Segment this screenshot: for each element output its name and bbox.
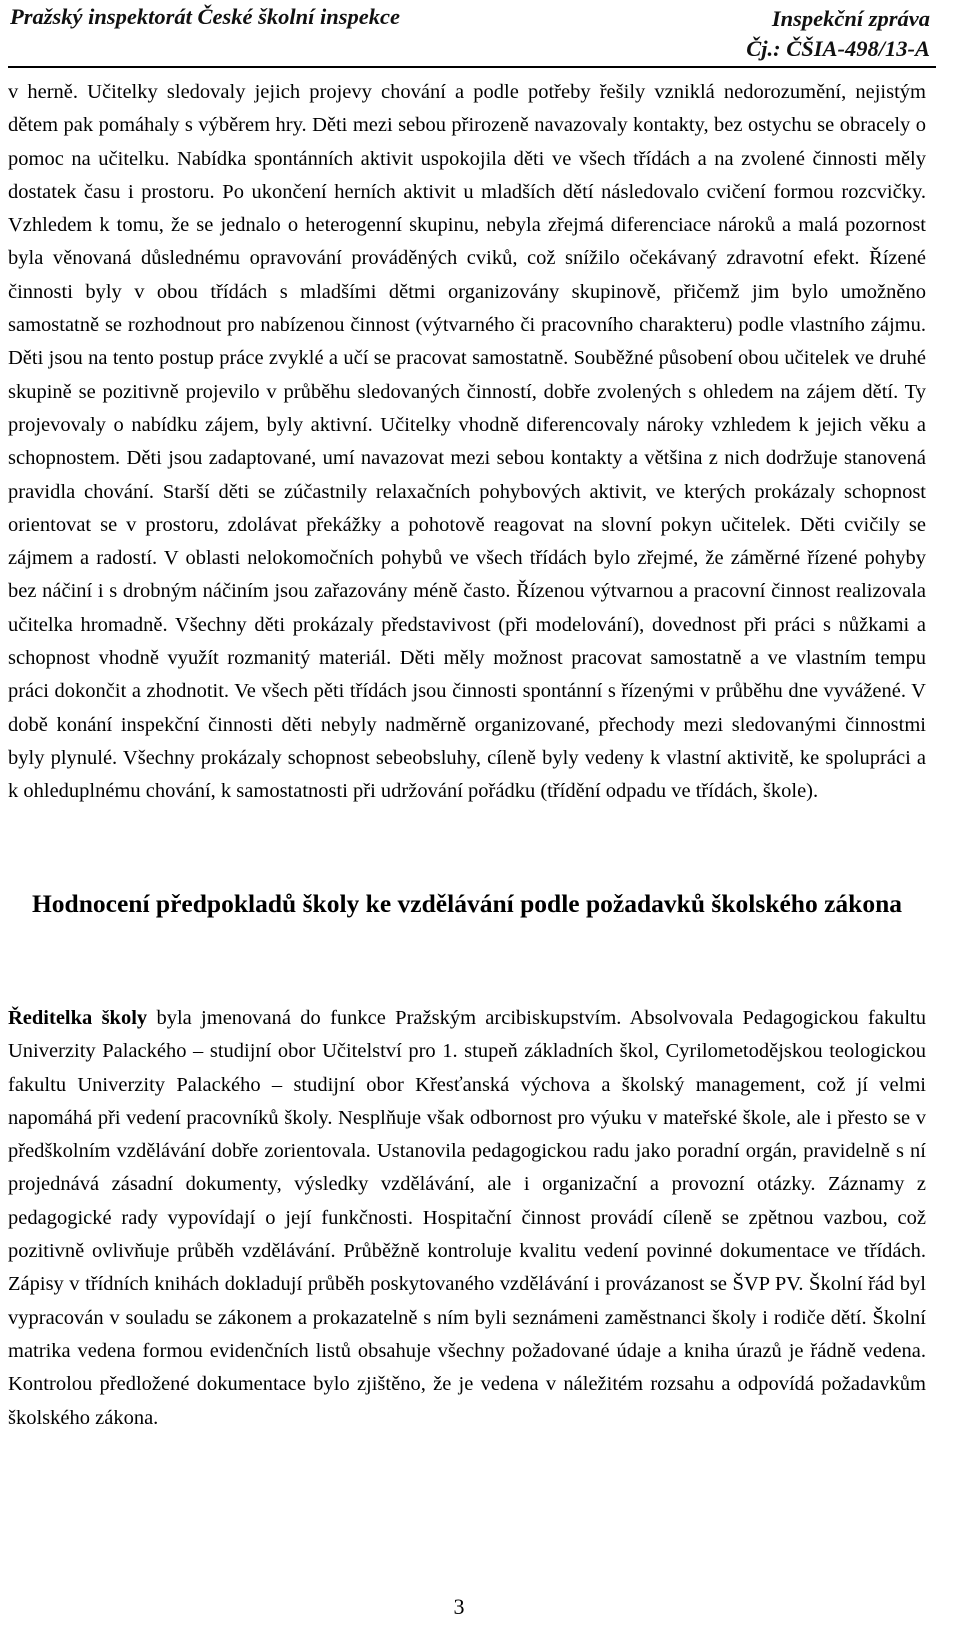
paragraph-text: byla jmenovaná do funkce Pražským arcibiskupstvím. Absolvovala Pedagogickou fakultu Univerzity Palackého – studijní obor Učitelství pro 1. stupeň základních škol, Cyrilometodějskou teologickou fakultu Univerzity Palackého – studijní obor Křesťanská výchova a školský management, což jí velmi napomáhá při vedení pracovníků školy. Nesplňuje však odbornost pro výuku v mateřské škole, ale i přesto se v předškolním vzdělávání dobře zorientovala. Ustanovila pedagogickou radu jako poradní orgán, pravidelně s ní projednává zásadní dokumenty, výsledky vzdělávání, ale i organizační a provozní otázky. Záznamy z pedagogické rady vypovídají o její funkčnosti. Hospitační činnost provádí cíleně se zpětnou vazbou, což pozitivně ovlivňuje průběh vzdělávání. Průběžně kontroluje kvalitu vedení povinné dokumentace ve třídách. Zápisy v třídních knihách dokladují průběh poskytovaného vzdělávání i provázanost se ŠVP PV. Školní řád byl vypracován v souladu se zákonem a prokazatelně s ním byli seznámeni zaměstnanci školy i rodiče dětí. Školní matrika vedena formou evidenčních listů obsahuje všechny požadované údaje a kniha úrazů je řádně vedena. Kontrolou předložené dokumentace bylo zjištěno, že je vedena v náležitém rozsahu a odpovídá požadavkům školského zákona. <box>8 1007 926 1429</box>
header-reference-number: Čj.: ČŠIA-498/13-A <box>746 36 930 61</box>
header-report-info <box>746 4 930 64</box>
paragraph-bold-lead: Ředitelka školy <box>8 1007 148 1029</box>
header-divider <box>8 66 936 68</box>
page-number: 3 <box>453 1594 465 1619</box>
header-report-title: Inspekční zpráva <box>771 6 930 31</box>
section-heading: Hodnocení předpokladů školy ke vzdělávání podle požadavků školského zákona <box>31 889 903 918</box>
header-institution: Pražský inspektorát České školní inspekce <box>10 4 401 29</box>
body-paragraph-activities: v herně. Učitelky sledovaly jejich projevy chování a podle potřeby řešily vzniklá nedorozumění, nejistým dětem pak pomáhaly s výběrem hry. Děti mezi sebou přirozeně navazovaly kontakty, bez ostychu se obracely o pomoc na učitelku. Nabídka spontánních aktivit uspokojila děti ve všech třídách a na zvolené činnosti měly dostatek času i prostoru. Po ukončení herních aktivit u mladších dětí následovalo cvičení formou rozcvičky. Vzhledem k tomu, že se jednalo o heterogenní skupinu, nebyla zřejmá diferenciace nároků a malá pozornost byla věnovaná důslednému opravování prováděných cviků, což snížilo očekávaný zdravotní efekt. Řízené činnosti byly v obou třídách s mladšími dětmi organizovány skupinově, přičemž jim bylo umožněno samostatně se rozhodnout pro nabízenou činnost (výtvarného či pracovního charakteru) podle vlastního zájmu. Děti jsou na tento postup práce zvyklé a učí se pracovat samostatně. Souběžné působení obou učitelek ve druhé skupině se pozitivně projevilo v průběhu sledovaných činností, dobře zvolených s ohledem na zájem dětí. Ty projevovaly o nabídku zájem, byly aktivní. Učitelky vhodně diferencovaly nároky vzhledem k jejich věku a schopnostem. Děti jsou zadaptované, umí navazovat mezi sebou kontakty a většina z nich dodržuje stanovená pravidla chování. Starší děti se zúčastnily relaxačních pohybových aktivit, ve kterých prokázaly schopnost orientovat se v prostoru, zdolávat překážky a pohotově reagovat na slovní pokyn učitelek. Děti cvičily se zájmem a radostí. V oblasti nelokomočních pohybů ve všech třídách bylo zřejmé, že záměrné řízené pohyby bez náčiní i s drobným náčiním jsou zařazovány méně často. Řízenou výtvarnou a pracovní činnost realizovala učitelka hromadně. Všechny děti prokázaly představivost (při modelování), dovednost při práci s nůžkami a schopnost vhodně využít rozmanitý materiál. Děti měly možnost pracovat samostatně a ve vlastním tempu práci dokončit a zhodnotit. Ve všech pěti třídách jsou činnosti spontánní s řízenými v průběhu dne vyvážené. V době konání inspekční činnosti děti nebyly nadměrně organizované, přechody mezi sledovanými činnostmi byly plynulé. Všechny prokázaly schopnost sebeobsluhy, cíleně byly vedeny k vlastní aktivitě, ke spolupráci a k ohleduplnému chování, k samostatnosti při udržování pořádku (třídění odpadu ve třídách, škole). <box>8 81 926 803</box>
body-paragraph-director <box>8 1002 926 1435</box>
